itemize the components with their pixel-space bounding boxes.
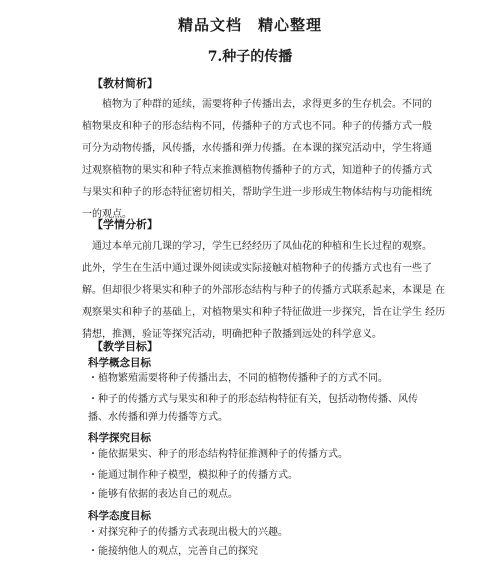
bullet-line: ・能通过制作种子模型，模拟种子的传播方式。 <box>88 470 298 481</box>
subheading-science-attitude: 科学态度目标 <box>88 510 151 522</box>
bullet-line: ・植物繁殖需要将种子传播出去，不同的植物传播种子的方式不同。 <box>88 373 388 384</box>
paragraph-line: 过观察植物的果实和种子特点来推测植物传播种子的方式，知道种子的传播方式 <box>82 165 432 176</box>
bullet-line: ・对探究种子的传播方式表现出极大的兴趣。 <box>88 527 288 538</box>
bullet-item <box>88 467 438 485</box>
paragraph-line: 植物为了种群的延续，需要将种子传播出去，求得更多的生存机会。不同的 <box>102 99 432 110</box>
subheading-science-inquiry: 科学探究目标 <box>88 432 151 444</box>
bullet-line: ・能接纳他人的观点，完善自己的探究 <box>88 546 258 557</box>
bullet-item <box>88 391 438 427</box>
paragraph-line: 此外，学生在生活中通过课外阅读或实际接触对植物种子的传播方式也有一些了 <box>82 263 432 274</box>
paragraph-line: 通过本单元前几课的学习，学生已经经历了凤仙花的种植和生长过程的观察。 <box>92 241 432 252</box>
paragraph-textbook-analysis <box>82 94 432 226</box>
bullet-line: ・种子的传播方式与果实和种子的形态结构特征有关，包括动物传播、风传 <box>88 394 418 405</box>
bullet-item <box>88 486 438 504</box>
document-title: 7.种子的传播 <box>207 49 293 65</box>
bullet-line: ・能够有依据的表达自己的观点。 <box>88 489 238 500</box>
bullet-item <box>88 370 438 388</box>
bullet-line: 播、水传播和弹力传播等方式。 <box>88 412 228 423</box>
paragraph-line: 观察果实和种子的基础上，对植物果实和种子特征做进一步探究，旨在让学生 经历 <box>82 307 446 318</box>
paragraph-line: 可分为动物传播，风传播，水传播和弹力传播。在本课的探究活动中，学生将通 <box>82 143 432 154</box>
subheading-science-concepts: 科学概念目标 <box>88 357 151 369</box>
section-heading-textbook-analysis: 【教材简析】 <box>92 77 158 90</box>
section-heading-teaching-goals: 【教学目标】 <box>92 340 158 353</box>
paragraph-student-analysis <box>82 236 446 346</box>
paragraph-line: 猜想，推测，验证等探究活动，明确把种子散播到远处的科学意义。 <box>82 329 382 340</box>
paragraph-line: 与果实和种子的形态特征密切相关，帮助学生进一步形成生物体结构与功能相统 <box>82 187 432 198</box>
bullet-item <box>88 446 438 464</box>
paragraph-line: 解。但却很少将果实和种子的外部形态结构与种子的传播方式联系起来，本课是 在 <box>82 285 446 296</box>
bullet-item <box>88 543 438 561</box>
section-heading-student-analysis: 【学情分析】 <box>92 218 158 231</box>
bullet-item <box>88 524 438 542</box>
bullet-line: ・能依据果实、种子的形态结构特征推测种子的传播方式。 <box>88 449 348 460</box>
paragraph-line: 一的观点。 <box>82 209 132 220</box>
paragraph-line: 植物果皮和种子的形态结构不同，传播种子的方式也不同。种子的传播方式一般 <box>82 121 432 132</box>
page-header-title: 精品文档 精心整理 <box>177 16 322 34</box>
